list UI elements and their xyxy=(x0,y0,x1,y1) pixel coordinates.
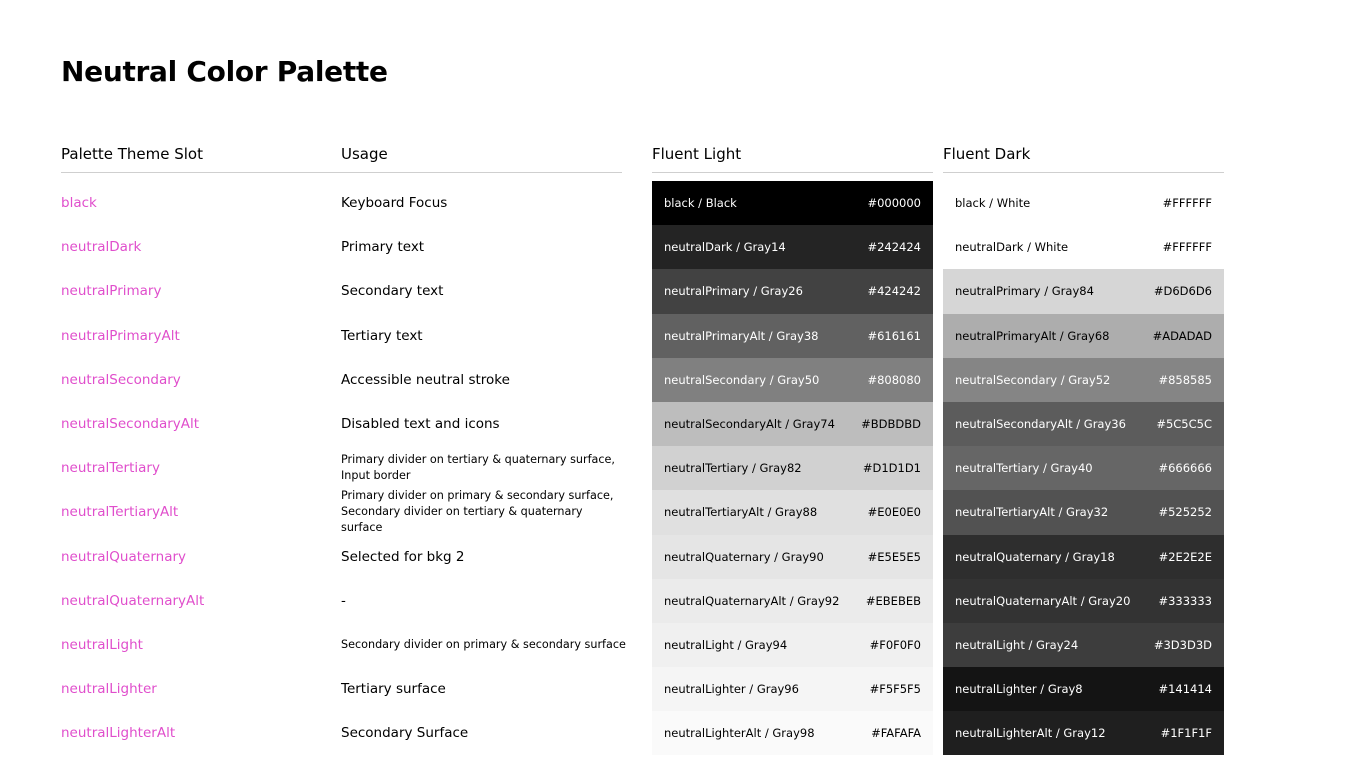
swatch-hex: #666666 xyxy=(1158,461,1212,476)
swatch-hex: #525252 xyxy=(1158,505,1212,520)
swatch-hex: #D1D1D1 xyxy=(862,461,921,476)
usage-text: Tertiary surface xyxy=(341,681,446,698)
dark-swatch xyxy=(943,269,1224,313)
light-swatch xyxy=(652,623,933,667)
usage-text: - xyxy=(341,592,346,609)
swatch-label: neutralLighterAlt / Gray98 xyxy=(664,726,815,741)
dark-swatch xyxy=(943,181,1224,225)
swatch-hex: #D6D6D6 xyxy=(1153,284,1212,299)
swatch-hex: #ADADAD xyxy=(1152,328,1212,343)
palette-slot-name: neutralTertiaryAlt xyxy=(61,504,179,521)
swatch-label: neutralLighter / Gray96 xyxy=(664,682,799,697)
swatch-hex: #616161 xyxy=(867,328,921,343)
usage-text: Primary divider on tertiary & quaternary surface, Input border xyxy=(341,453,615,483)
light-swatch xyxy=(652,314,933,358)
light-swatch xyxy=(652,269,933,313)
table-row xyxy=(0,225,1366,269)
swatch-hex: #141414 xyxy=(1158,682,1212,697)
light-swatch xyxy=(652,358,933,402)
swatch-hex: #FFFFFF xyxy=(1162,240,1212,255)
table-row xyxy=(0,402,1366,446)
usage-text: Secondary text xyxy=(341,283,444,300)
swatch-label: neutralTertiary / Gray82 xyxy=(664,461,802,476)
header-fluent-dark: Fluent Dark xyxy=(943,145,1031,163)
palette-table xyxy=(0,181,1366,755)
usage-text: Primary text xyxy=(341,239,425,256)
swatch-label: neutralSecondaryAlt / Gray36 xyxy=(955,417,1126,432)
swatch-label: neutralLight / Gray24 xyxy=(955,637,1079,652)
swatch-label: neutralSecondary / Gray52 xyxy=(955,372,1111,387)
table-row xyxy=(0,579,1366,623)
light-swatch xyxy=(652,181,933,225)
swatch-hex: #424242 xyxy=(867,284,921,299)
dark-swatch xyxy=(943,402,1224,446)
palette-slot-name: neutralTertiary xyxy=(61,460,160,477)
swatch-hex: #BDBDBD xyxy=(861,417,921,432)
swatch-hex: #5C5C5C xyxy=(1156,417,1212,432)
swatch-hex: #3D3D3D xyxy=(1153,637,1212,652)
table-row xyxy=(0,446,1366,490)
swatch-label: black / Black xyxy=(664,196,737,211)
header-divider-light xyxy=(652,172,933,173)
table-row xyxy=(0,535,1366,579)
usage-text: Selected for bkg 2 xyxy=(341,548,465,565)
table-row xyxy=(0,490,1366,534)
swatch-hex: #242424 xyxy=(867,240,921,255)
palette-slot-name: neutralQuaternaryAlt xyxy=(61,592,205,609)
swatch-label: neutralTertiary / Gray40 xyxy=(955,461,1093,476)
light-swatch xyxy=(652,225,933,269)
table-row xyxy=(0,667,1366,711)
usage-text: Accessible neutral stroke xyxy=(341,371,510,388)
dark-swatch xyxy=(943,711,1224,755)
palette-slot-name: neutralLight xyxy=(61,636,143,653)
swatch-hex: #2E2E2E xyxy=(1158,549,1212,564)
palette-slot-name: neutralLighterAlt xyxy=(61,725,176,742)
swatch-hex: #EBEBEB xyxy=(865,593,921,608)
table-row xyxy=(0,269,1366,313)
dark-swatch xyxy=(943,358,1224,402)
swatch-label: neutralPrimary / Gray26 xyxy=(664,284,803,299)
light-swatch xyxy=(652,667,933,711)
palette-slot-name: neutralDark xyxy=(61,239,142,256)
light-swatch xyxy=(652,579,933,623)
header-divider-dark xyxy=(943,172,1224,173)
table-row xyxy=(0,358,1366,402)
palette-slot-name: neutralSecondary xyxy=(61,371,181,388)
dark-swatch xyxy=(943,623,1224,667)
table-row xyxy=(0,181,1366,225)
swatch-hex: #F0F0F0 xyxy=(869,637,921,652)
dark-swatch xyxy=(943,490,1224,534)
swatch-label: black / White xyxy=(955,196,1031,211)
swatch-label: neutralQuaternaryAlt / Gray92 xyxy=(664,593,840,608)
swatch-label: neutralLighter / Gray8 xyxy=(955,682,1083,697)
palette-slot-name: neutralQuaternary xyxy=(61,548,187,565)
swatch-label: neutralSecondaryAlt / Gray74 xyxy=(664,417,835,432)
swatch-hex: #000000 xyxy=(867,196,921,211)
swatch-hex: #858585 xyxy=(1158,372,1212,387)
swatch-hex: #333333 xyxy=(1158,593,1212,608)
header-palette-theme-slot: Palette Theme Slot xyxy=(61,145,203,163)
swatch-label: neutralDark / Gray14 xyxy=(664,240,786,255)
swatch-hex: #FAFAFA xyxy=(871,726,921,741)
dark-swatch xyxy=(943,225,1224,269)
dark-swatch xyxy=(943,667,1224,711)
swatch-label: neutralPrimary / Gray84 xyxy=(955,284,1094,299)
swatch-label: neutralLighterAlt / Gray12 xyxy=(955,726,1106,741)
table-row xyxy=(0,623,1366,667)
swatch-hex: #1F1F1F xyxy=(1160,726,1212,741)
swatch-label: neutralPrimaryAlt / Gray38 xyxy=(664,328,819,343)
swatch-label: neutralTertiaryAlt / Gray32 xyxy=(955,505,1109,520)
table-row xyxy=(0,314,1366,358)
dark-swatch xyxy=(943,579,1224,623)
swatch-hex: #FFFFFF xyxy=(1162,196,1212,211)
light-swatch xyxy=(652,402,933,446)
header-divider-left xyxy=(61,172,622,173)
usage-text: Disabled text and icons xyxy=(341,416,500,433)
swatch-label: neutralLight / Gray94 xyxy=(664,637,788,652)
usage-text: Secondary divider on primary & secondary surface xyxy=(341,637,626,651)
swatch-label: neutralQuaternaryAlt / Gray20 xyxy=(955,593,1131,608)
table-row xyxy=(0,711,1366,755)
dark-swatch xyxy=(943,535,1224,579)
dark-swatch xyxy=(943,314,1224,358)
palette-slot-name: black xyxy=(61,195,97,212)
swatch-label: neutralQuaternary / Gray18 xyxy=(955,549,1115,564)
swatch-hex: #E0E0E0 xyxy=(867,505,921,520)
usage-text: Keyboard Focus xyxy=(341,195,448,212)
palette-slot-name: neutralLighter xyxy=(61,681,157,698)
light-swatch xyxy=(652,535,933,579)
light-swatch xyxy=(652,446,933,490)
usage-text: Secondary Surface xyxy=(341,725,469,742)
swatch-label: neutralDark / White xyxy=(955,240,1069,255)
header-fluent-light: Fluent Light xyxy=(652,145,742,163)
page-title: Neutral Color Palette xyxy=(61,55,388,88)
swatch-hex: #F5F5F5 xyxy=(869,682,921,697)
swatch-hex: #808080 xyxy=(867,372,921,387)
header-usage: Usage xyxy=(341,145,388,163)
palette-slot-name: neutralPrimary xyxy=(61,283,162,300)
swatch-label: neutralPrimaryAlt / Gray68 xyxy=(955,328,1110,343)
dark-swatch xyxy=(943,446,1224,490)
light-swatch xyxy=(652,711,933,755)
swatch-label: neutralTertiaryAlt / Gray88 xyxy=(664,505,818,520)
light-swatch xyxy=(652,490,933,534)
palette-slot-name: neutralSecondaryAlt xyxy=(61,416,200,433)
swatch-label: neutralSecondary / Gray50 xyxy=(664,372,820,387)
swatch-hex: #E5E5E5 xyxy=(867,549,921,564)
palette-slot-name: neutralPrimaryAlt xyxy=(61,327,180,344)
usage-text: Primary divider on primary & secondary surface, Secondary divider on tertiary & quaternary surface xyxy=(341,489,614,535)
usage-text: Tertiary text xyxy=(341,327,423,344)
swatch-label: neutralQuaternary / Gray90 xyxy=(664,549,824,564)
